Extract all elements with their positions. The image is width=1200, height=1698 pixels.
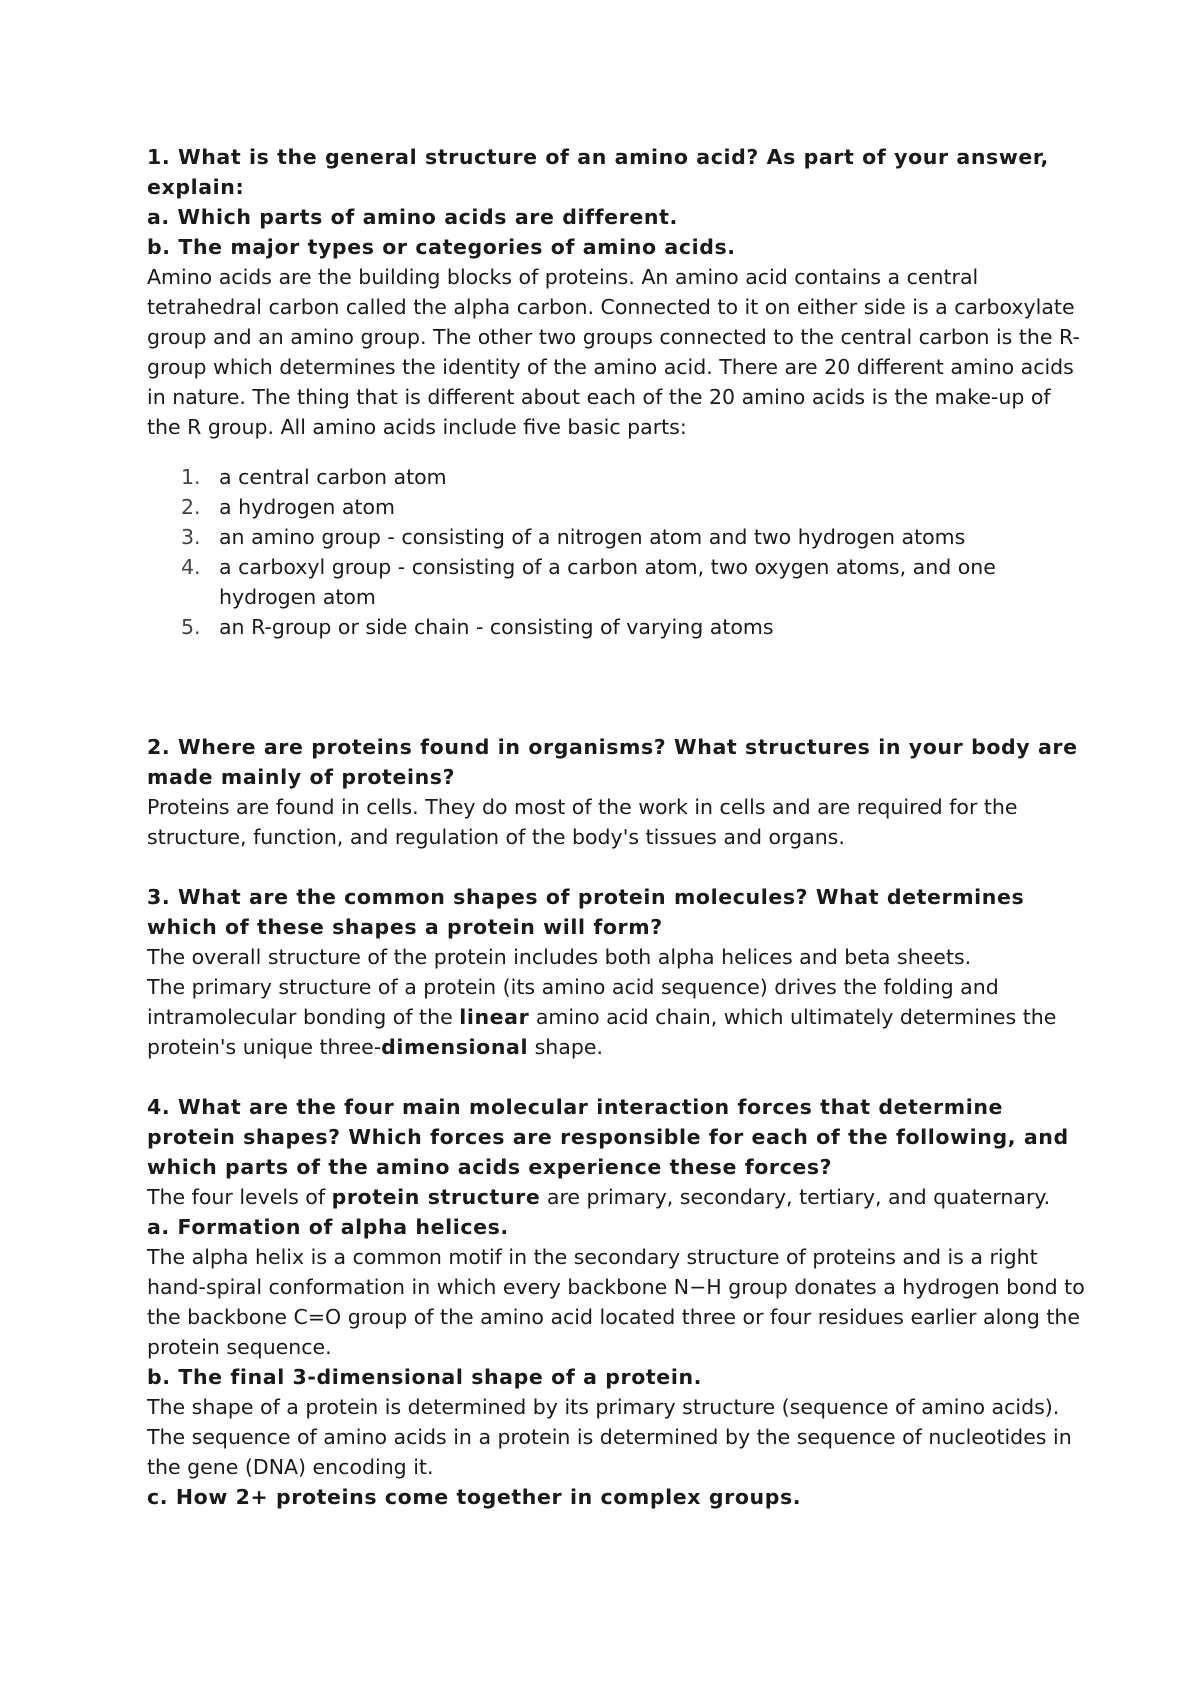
question-1-sub-b: b. The major types or categories of amino acids. [147,235,736,259]
list-item [181,522,1087,552]
question-4-sub-c: c. How 2+ proteins come together in complex groups. [147,1485,802,1509]
question-1-title: 1. What is the general structure of an amino acid? As part of your answer, explain: [147,145,1049,199]
question-4-title: 4. What are the four main molecular interaction forces that determine protein shapes? Which forces are responsible for each of the following, and which parts of the amino acids experience these forces? [147,1095,1069,1179]
list-item [181,462,1087,492]
list-item-text: a central carbon atom [219,465,447,489]
spacer [147,852,1087,882]
list-item-text: a hydrogen atom [219,495,395,519]
answer-text: amino acid chain, which ultimately determines the protein's unique three- [147,1005,1057,1059]
question-1-answer: Amino acids are the building blocks of proteins. An amino acid contains a central tetrahedral carbon called the alpha carbon. Connected to it on either side is a carboxylate group and an amino group. The other two groups connected to the central carbon is the R-group which determines the identity of the amino acid. There are 20 different amino acids in nature. The thing that is different about each of the 20 amino acids is the make-up of the R group. All amino acids include five basic parts: [147,265,1080,439]
list-item [181,552,1087,612]
answer-text: The four levels of [147,1185,332,1209]
answer-text: The primary structure of a protein (its amino acid sequence) drives the folding and intramolecular bonding of the [147,975,999,1029]
list-number: 4. [181,555,201,579]
list-number: 3. [181,525,201,549]
amino-acid-parts-list [147,462,1087,642]
question-3-title: 3. What are the common shapes of protein molecules? What determines which of these shapes a protein will form? [147,885,1025,939]
question-4-answer-b: The shape of a protein is determined by its primary structure (sequence of amino acids). The sequence of amino acids in a protein is determined by the sequence of nucleotides in the gene (DNA) encoding it. [147,1395,1072,1479]
spacer [147,642,1087,732]
question-4-answer [147,1182,1087,1212]
question-4-answer-a: The alpha helix is a common motif in the secondary structure of proteins and is a right hand-spiral conformation in which every backbone N−H group donates a hydrogen bond to the backbone C=O group of the amino acid located three or four residues earlier along the protein sequence. [147,1245,1085,1359]
list-number: 5. [181,615,201,639]
list-number: 1. [181,465,201,489]
answer-text: shape. [528,1035,603,1059]
document-page [147,142,1087,1512]
list-item-text: an amino group - consisting of a nitrogen atom and two hydrogen atoms [219,525,966,549]
bold-term: dimensional [381,1035,529,1059]
list-item [181,492,1087,522]
spacer [147,1062,1087,1092]
question-4-sub-a: a. Formation of alpha helices. [147,1215,509,1239]
list-item-text: a carboxyl group - consisting of a carbon atom, two oxygen atoms, and one hydrogen atom [219,555,996,609]
bold-term: linear [459,1005,530,1029]
bold-term: protein structure [331,1185,541,1209]
question-2-title: 2. Where are proteins found in organisms? What structures in your body are made mainly of proteins? [147,735,1078,789]
question-3-answer-line1: The overall structure of the protein includes both alpha helices and beta sheets. [147,945,972,969]
question-2-answer: Proteins are found in cells. They do most of the work in cells and are required for the structure, function, and regulation of the body's tissues and organs. [147,795,1018,849]
question-3-answer-line2 [147,972,1087,1062]
question-4-sub-b: b. The final 3-dimensional shape of a protein. [147,1365,703,1389]
list-item [181,612,1087,642]
answer-text: are primary, secondary, tertiary, and quaternary. [540,1185,1051,1209]
question-1-sub-a: a. Which parts of amino acids are different. [147,205,678,229]
list-number: 2. [181,495,201,519]
list-item-text: an R-group or side chain - consisting of varying atoms [219,615,774,639]
